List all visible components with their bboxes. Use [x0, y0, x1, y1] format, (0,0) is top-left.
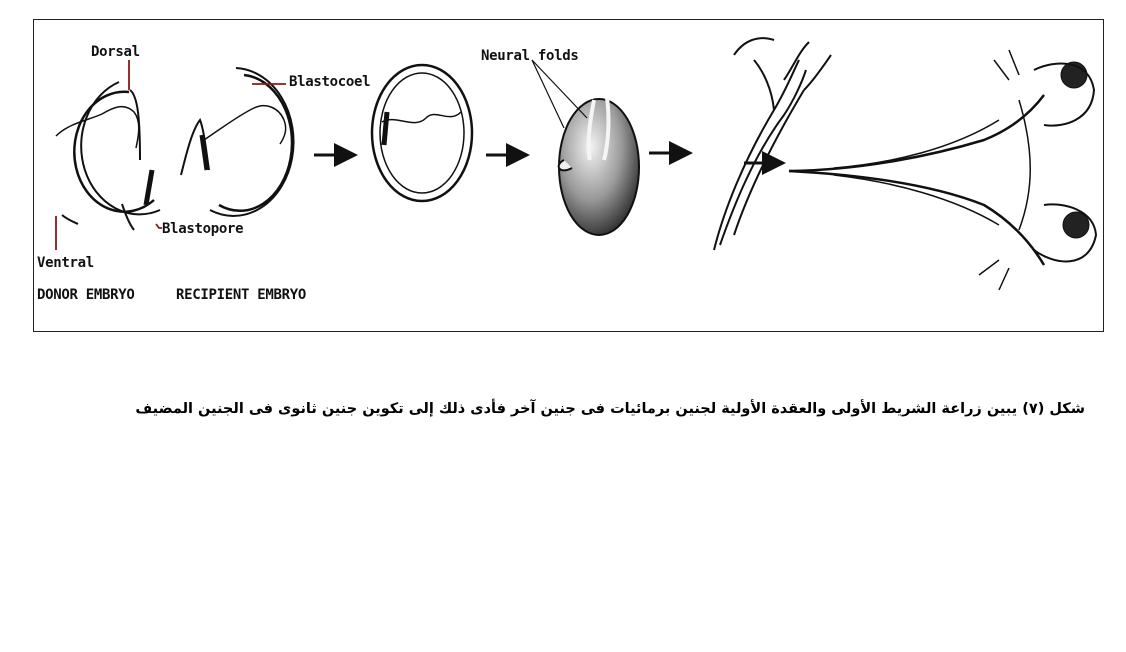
graft-piece — [146, 170, 152, 205]
twin-tadpole-large — [789, 50, 1096, 290]
label-ventral: Ventral — [37, 255, 94, 271]
figure-frame — [33, 19, 1104, 332]
label-blastocoel: Blastocoel — [289, 74, 371, 90]
embryo-transplant-diagram — [34, 20, 1105, 333]
label-dorsal: Dorsal — [91, 44, 140, 60]
donor-embryo — [56, 82, 170, 230]
label-recipient-embryo: RECIPIENT EMBRYO — [176, 287, 307, 303]
organizer-graft — [384, 112, 387, 145]
label-donor-embryo: DONOR EMBRYO — [37, 287, 135, 303]
recipient-embryo — [181, 68, 294, 216]
label-blastopore: Blastopore — [162, 221, 244, 237]
label-neural-folds: Neural folds — [481, 48, 579, 64]
figure-caption: شكل (٧) يبين زراعة الشريط الأولى والعقدة الأولية لجنين برمائيات فى جنين آخر فأدى ذلك إلى تكوين جنين ثانوى فى الجنين المضيف — [135, 401, 1085, 417]
tadpole-pair-small — [714, 38, 831, 250]
grafted-tissue — [202, 135, 207, 170]
neurula-embryo — [559, 98, 639, 235]
